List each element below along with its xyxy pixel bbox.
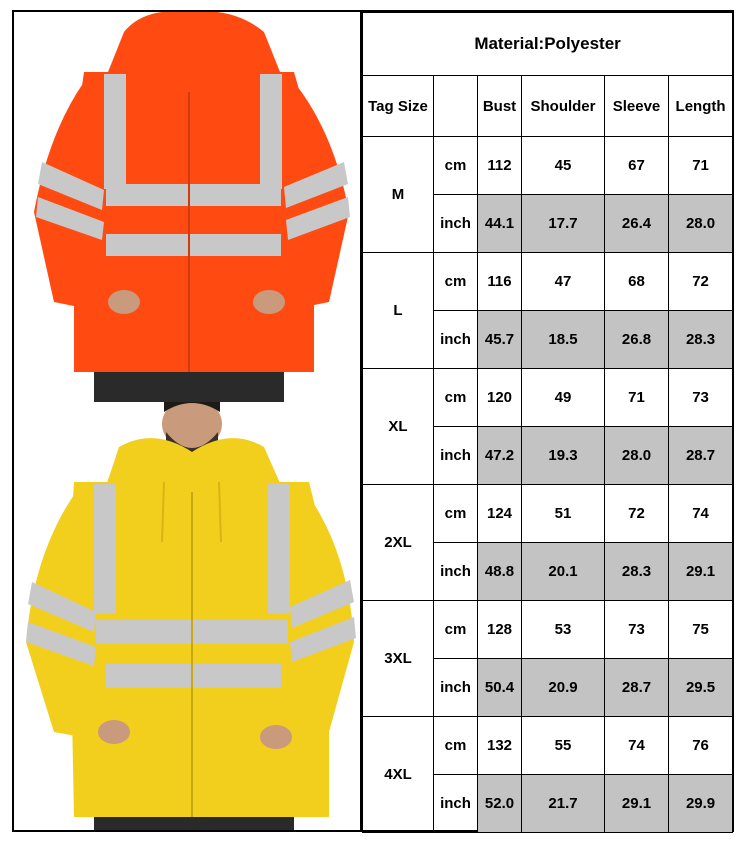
header-bust: Bust [478, 76, 522, 137]
cm-sleeve-value: 73 [605, 601, 669, 659]
size-row-cm [363, 369, 733, 427]
header-shoulder: Shoulder [522, 76, 605, 137]
unit-cm: cm [434, 601, 478, 659]
inch-length-value: 29.9 [669, 775, 733, 833]
header-unit [434, 76, 478, 137]
unit-inch: inch [434, 543, 478, 601]
inch-shoulder-value: 20.1 [522, 543, 605, 601]
inch-shoulder-value: 17.7 [522, 195, 605, 253]
material-row [363, 13, 733, 76]
cm-shoulder-value: 45 [522, 137, 605, 195]
size-row-cm [363, 137, 733, 195]
cm-bust-value: 124 [478, 485, 522, 543]
unit-inch: inch [434, 311, 478, 369]
yellow-hoodie-photo [14, 402, 360, 830]
size-label: M [363, 137, 434, 253]
cm-sleeve-value: 74 [605, 717, 669, 775]
size-label: XL [363, 369, 434, 485]
cm-bust-value: 112 [478, 137, 522, 195]
header-row [363, 76, 733, 137]
inch-bust-value: 52.0 [478, 775, 522, 833]
inch-bust-value: 44.1 [478, 195, 522, 253]
cm-sleeve-value: 67 [605, 137, 669, 195]
size-label: 4XL [363, 717, 434, 833]
unit-cm: cm [434, 369, 478, 427]
cm-length-value: 73 [669, 369, 733, 427]
size-row-cm [363, 253, 733, 311]
inch-sleeve-value: 26.4 [605, 195, 669, 253]
inch-bust-value: 48.8 [478, 543, 522, 601]
cm-length-value: 76 [669, 717, 733, 775]
unit-inch: inch [434, 427, 478, 485]
material-label: Material:Polyester [363, 13, 733, 76]
product-size-chart [12, 10, 734, 832]
size-label: L [363, 253, 434, 369]
orange-hoodie-photo [14, 12, 360, 402]
size-chart-table [362, 12, 733, 833]
cm-length-value: 75 [669, 601, 733, 659]
inch-bust-value: 50.4 [478, 659, 522, 717]
header-tag-size: Tag Size [363, 76, 434, 137]
inch-length-value: 28.0 [669, 195, 733, 253]
size-label: 3XL [363, 601, 434, 717]
size-label: 2XL [363, 485, 434, 601]
cm-bust-value: 116 [478, 253, 522, 311]
cm-shoulder-value: 51 [522, 485, 605, 543]
inch-bust-value: 47.2 [478, 427, 522, 485]
cm-length-value: 72 [669, 253, 733, 311]
cm-shoulder-value: 49 [522, 369, 605, 427]
inch-sleeve-value: 28.0 [605, 427, 669, 485]
inch-sleeve-value: 28.3 [605, 543, 669, 601]
header-length: Length [669, 76, 733, 137]
inch-bust-value: 45.7 [478, 311, 522, 369]
inch-sleeve-value: 29.1 [605, 775, 669, 833]
cm-length-value: 71 [669, 137, 733, 195]
cm-bust-value: 128 [478, 601, 522, 659]
unit-cm: cm [434, 137, 478, 195]
inch-shoulder-value: 19.3 [522, 427, 605, 485]
inch-length-value: 28.3 [669, 311, 733, 369]
product-photos [14, 12, 362, 830]
cm-shoulder-value: 47 [522, 253, 605, 311]
size-row-cm [363, 485, 733, 543]
size-row-cm [363, 601, 733, 659]
header-sleeve: Sleeve [605, 76, 669, 137]
inch-length-value: 28.7 [669, 427, 733, 485]
inch-length-value: 29.5 [669, 659, 733, 717]
inch-length-value: 29.1 [669, 543, 733, 601]
cm-sleeve-value: 68 [605, 253, 669, 311]
unit-inch: inch [434, 195, 478, 253]
cm-bust-value: 120 [478, 369, 522, 427]
inch-shoulder-value: 18.5 [522, 311, 605, 369]
unit-cm: cm [434, 485, 478, 543]
cm-sleeve-value: 71 [605, 369, 669, 427]
cm-shoulder-value: 53 [522, 601, 605, 659]
unit-cm: cm [434, 717, 478, 775]
cm-length-value: 74 [669, 485, 733, 543]
cm-bust-value: 132 [478, 717, 522, 775]
inch-shoulder-value: 20.9 [522, 659, 605, 717]
unit-inch: inch [434, 659, 478, 717]
size-row-cm [363, 717, 733, 775]
cm-shoulder-value: 55 [522, 717, 605, 775]
inch-sleeve-value: 26.8 [605, 311, 669, 369]
cm-sleeve-value: 72 [605, 485, 669, 543]
inch-shoulder-value: 21.7 [522, 775, 605, 833]
unit-cm: cm [434, 253, 478, 311]
inch-sleeve-value: 28.7 [605, 659, 669, 717]
unit-inch: inch [434, 775, 478, 833]
